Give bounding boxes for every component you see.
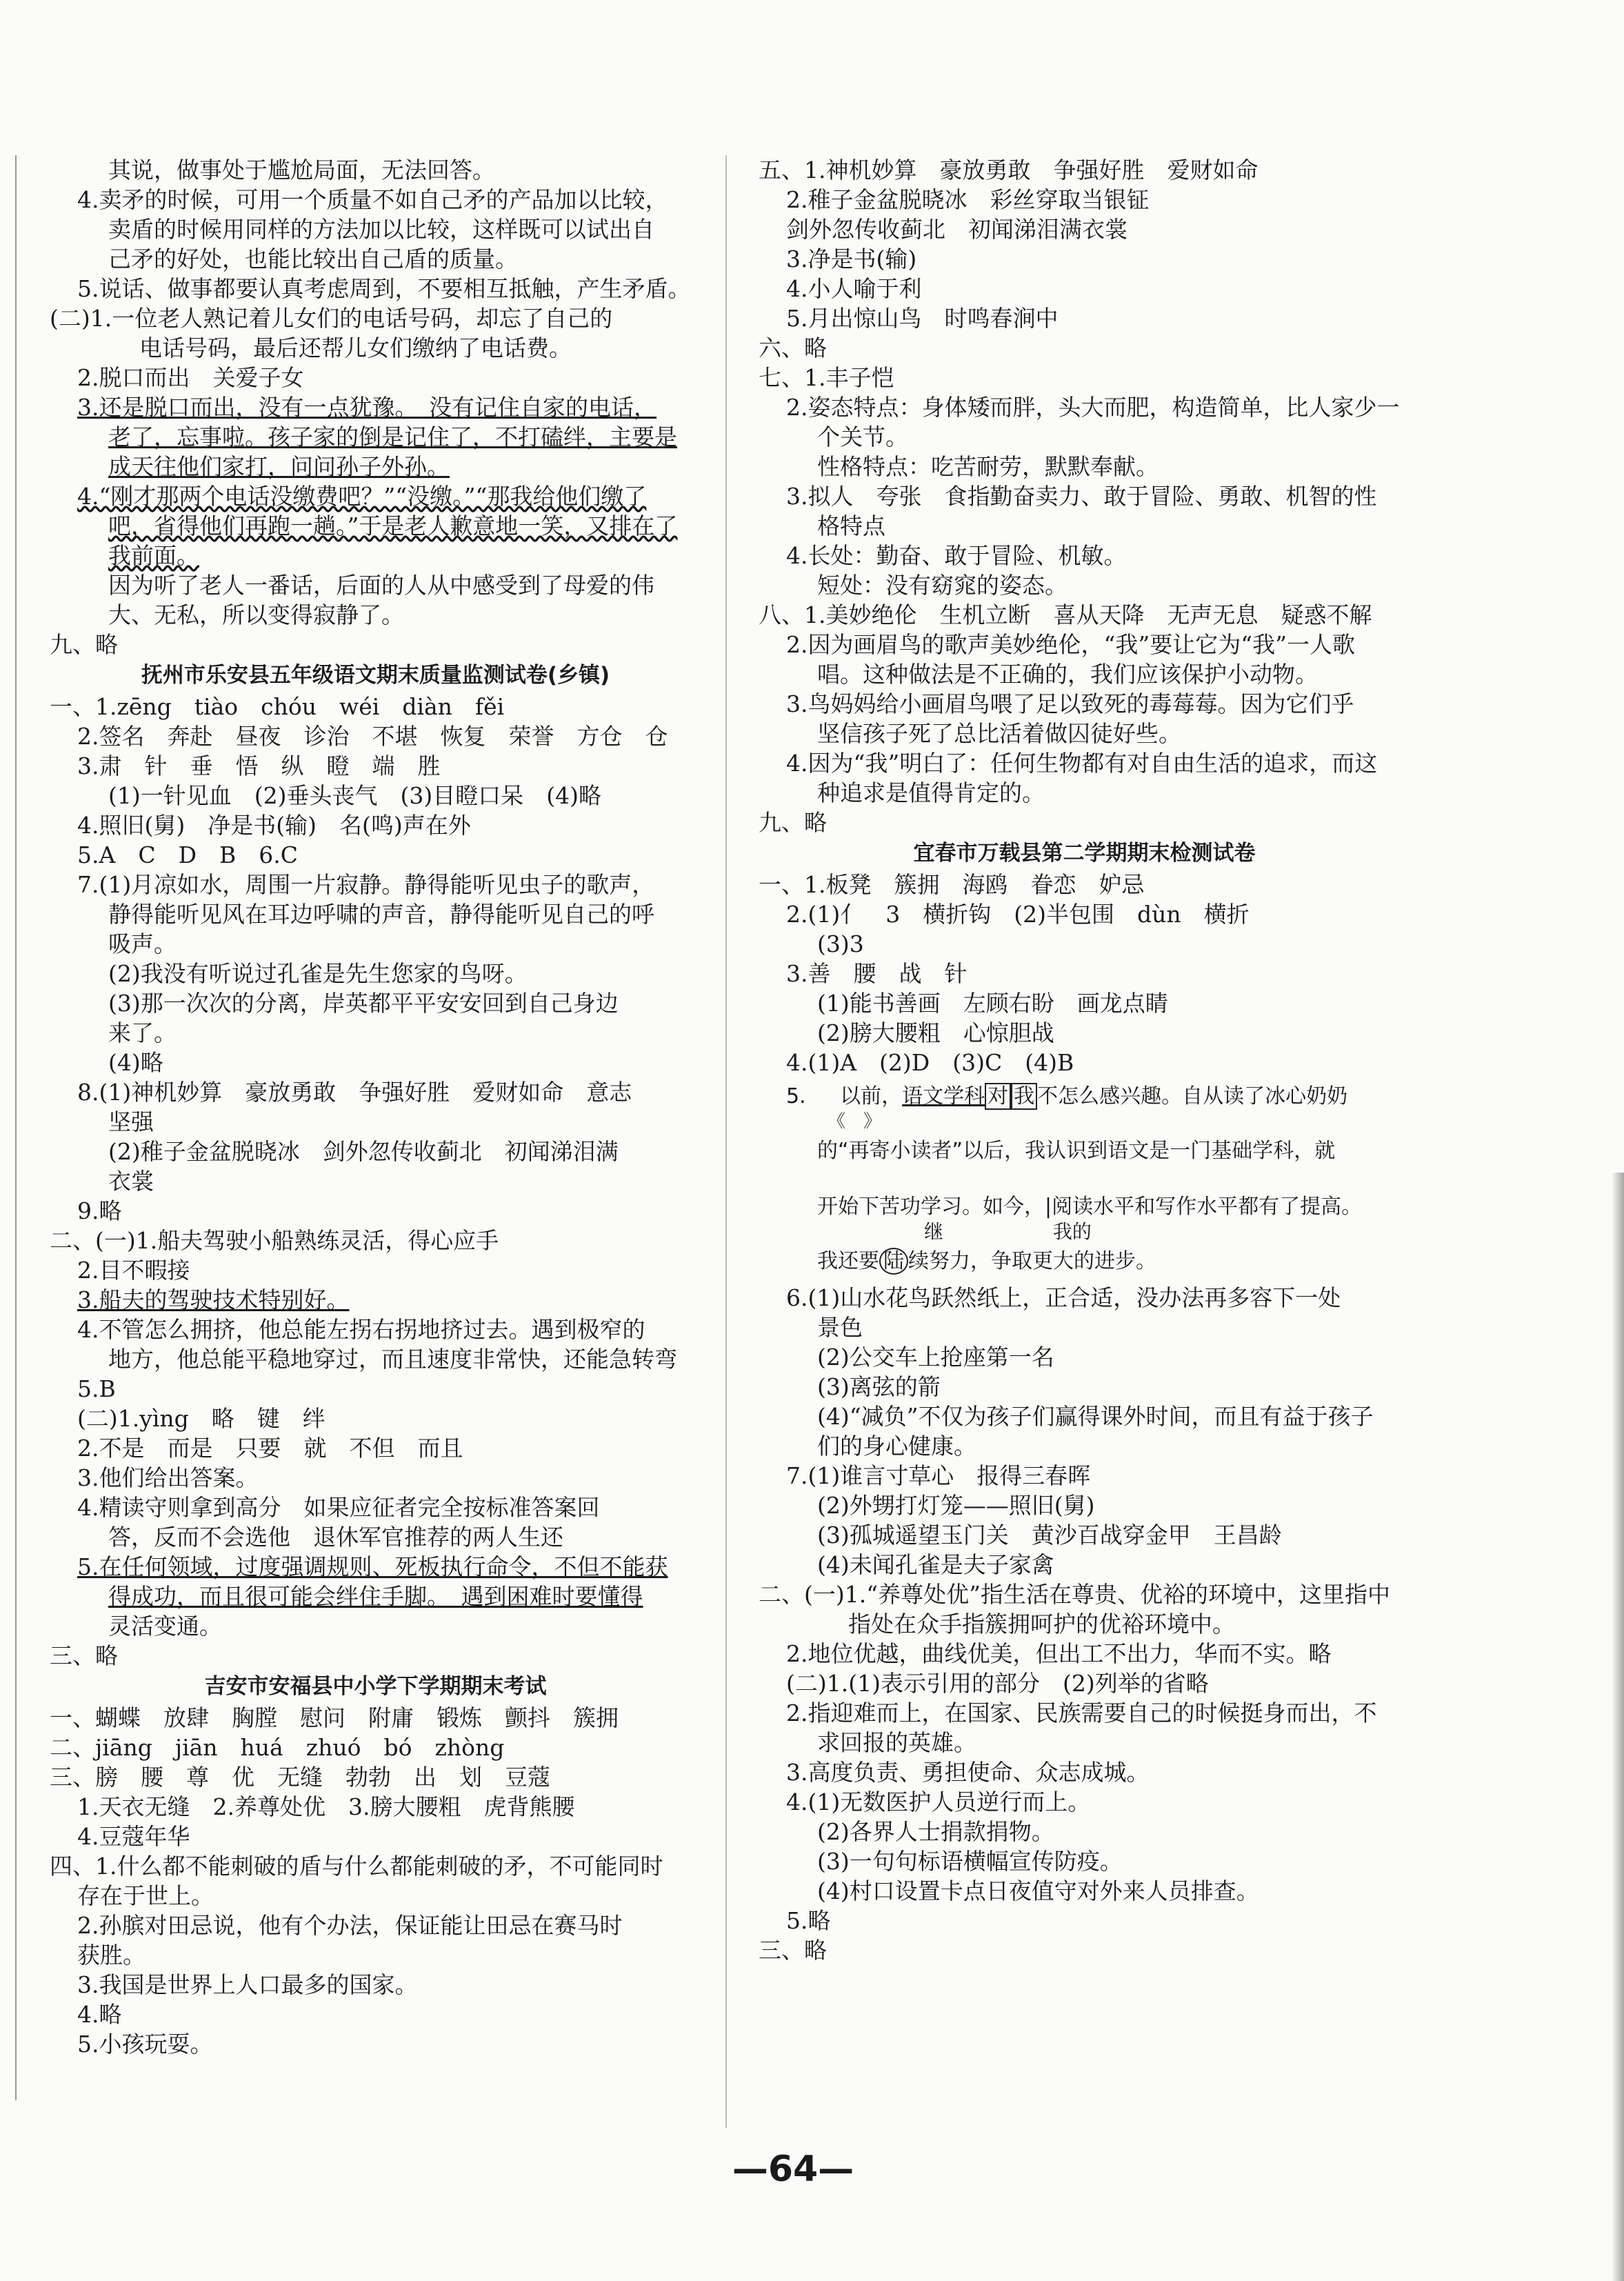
- answer-line: (2)稚子金盆脱晓冰 剑外忽传收蓟北 初闻涕泪满: [108, 1138, 619, 1165]
- answer-line: (二)1.yìng 略 键 绊: [77, 1405, 325, 1432]
- answer-line: 九、略: [759, 809, 827, 836]
- answer-line: 8.(1)神机妙算 豪放勇敢 争强好胜 爱财如命 意志: [77, 1079, 632, 1106]
- q5-text-2a: 的: [817, 1139, 838, 1163]
- answer-line: 得成功，而且很可能会绊住手脚。 遇到困难时要懂得: [108, 1583, 643, 1610]
- answer-line: 3.鸟妈妈给小画眉鸟喂了足以致死的毒莓莓。因为它们乎: [786, 690, 1354, 717]
- answer-line: 5.月出惊山鸟 时鸣春涧中: [786, 305, 1059, 332]
- answer-line: 5.略: [786, 1907, 831, 1934]
- q5-text-4b: 陆: [879, 1248, 908, 1275]
- answer-line: (2)膀大腰粗 心惊胆战: [817, 1019, 1054, 1046]
- q5-text-4c: 续努力，争取更大的进步。: [908, 1249, 1156, 1273]
- answer-line: 2.(1)亻 3 横折钩 (2)半包围 dùn 横折: [786, 901, 1250, 928]
- answer-line: 4.照旧(舅) 净是书(输) 名(鸣)声在外: [77, 812, 471, 839]
- answer-line: 三、膀 腰 尊 优 无缝 勃勃 出 划 豆蔻: [50, 1764, 550, 1791]
- scan-shadow: [1612, 1173, 1624, 2281]
- answer-line: 八、1.美妙绝伦 生机立断 喜从天降 无声无息 疑惑不解: [759, 601, 1372, 628]
- answer-line: 九、略: [50, 631, 118, 658]
- answer-line: 5.A C D B 6.C: [77, 841, 299, 868]
- q5-line-1: [759, 1082, 1410, 1111]
- answer-line: 己矛的好处，也能比较出自己盾的质量。: [108, 246, 518, 272]
- answer-line: 2.不是 而是 只要 就 不但 而且: [77, 1435, 463, 1462]
- answer-line: 其说，做事处于尴尬局面，无法回答。: [108, 157, 495, 183]
- answer-line: 1.天衣无缝 2.养尊处优 3.膀大腰粗 虎背熊腰: [77, 1793, 575, 1820]
- answer-line: 2.脱口而出 关爱子女: [77, 364, 304, 391]
- answer-line: 一、1.板凳 簇拥 海鸥 眷恋 妒忌: [759, 871, 1145, 898]
- answer-line: 短处：没有窈窕的姿态。: [817, 572, 1067, 599]
- answer-line: 5.在任何领域，过度强调规则、死板执行命令，不但不能获: [77, 1553, 668, 1580]
- column-divider: [725, 155, 727, 2128]
- answer-line: (3)离弦的箭: [817, 1373, 941, 1400]
- answer-line: 唱。这种做法是不正确的，我们应该保护小动物。: [817, 661, 1318, 688]
- answer-line: 四、1.什么都不能刺破的盾与什么都能刺破的矛，不可能同时: [50, 1853, 663, 1880]
- left-margin-rule: [15, 155, 17, 2100]
- q5-text-4a: 我还要: [817, 1249, 879, 1273]
- answer-line: 景色: [817, 1314, 863, 1341]
- answer-line: 存在于世上。: [77, 1882, 214, 1909]
- right-column-bottom: [759, 1283, 1410, 1965]
- answer-line: 7.(1)谁言寸草心 报得三春晖: [786, 1462, 1091, 1489]
- answer-line: 格特点: [817, 512, 885, 539]
- q5-note-2: 我的: [1052, 1220, 1092, 1243]
- answer-line: 4.不管怎么拥挤，他总能左拐右拐地挤过去。遇到极窄的: [77, 1316, 645, 1343]
- answer-line: 3.船夫的驾驶技术特别好。: [77, 1286, 350, 1313]
- answer-line: 因为听了老人一番话，后面的人从中感受到了母爱的伟: [108, 572, 654, 599]
- answer-line: (3)孤城遥望玉门关 黄沙百战穿金甲 王昌龄: [817, 1522, 1282, 1548]
- answer-line: 2.稚子金盆脱晓冰 彩丝穿取当银钲: [786, 186, 1150, 213]
- answer-line: 二、jiāng jiān huá zhuó bó zhòng: [50, 1734, 505, 1761]
- answer-line: (4)未闻孔雀是夫子家禽: [817, 1551, 1054, 1578]
- answer-line: 3.他们给出答案。: [77, 1464, 259, 1491]
- answer-line: 二、(一)1.“养尊处优”指生活在尊贵、优裕的环境中，这里指中: [759, 1581, 1390, 1608]
- answer-line: 3.高度负责、勇担使命、众志成城。: [786, 1759, 1150, 1786]
- answer-line: 4.精读守则拿到高分 如果应征者完全按标准答案回: [77, 1494, 600, 1521]
- answer-line: (2)外甥打灯笼——照旧(舅): [817, 1492, 1095, 1519]
- answer-line: 2.签名 奔赴 昼夜 诊治 不堪 恢复 荣誉 方仓 仓: [77, 723, 668, 750]
- q5-line-2: [759, 1136, 1410, 1166]
- q5-text-1c: 对: [985, 1083, 1011, 1110]
- answer-line: 4.因为“我”明白了：任何生物都有对自由生活的追求，而这: [786, 750, 1378, 777]
- answer-line: 4.长处：勤奋、敢于冒险、机敏。: [786, 542, 1127, 569]
- answer-line: 剑外忽传收蓟北 初闻涕泪满衣裳: [786, 216, 1127, 243]
- answer-line: 4.(1)A (2)D (3)C (4)B: [786, 1049, 1074, 1076]
- q5-text-2c: 以后，我认识到语文是一门基础学科，就: [963, 1139, 1336, 1163]
- answer-line: 我前面。: [108, 542, 199, 569]
- answer-line: 一、蝴蝶 放肆 胸膛 慰问 附庸 锻炼 颤抖 簇拥: [50, 1704, 619, 1731]
- answer-line: 种追求是值得肯定的。: [817, 779, 1045, 806]
- q5-text-1e: 不怎么感兴趣。自从读了冰心奶奶: [1037, 1084, 1348, 1108]
- answer-line: 7.(1)月凉如水，周围一片寂静。静得能听见虫子的歌声，: [77, 871, 655, 898]
- answer-line: 6.(1)山水花鸟跃然纸上，正合适，没办法再多容下一处: [786, 1284, 1341, 1311]
- answer-line: 4.卖矛的时候，可用一个质量不如自己矛的产品加以比较，: [77, 186, 668, 213]
- answer-line: (3)那一次次的分离，岸英都平平安安回到自己身边: [108, 990, 619, 1017]
- answer-line: 3.净是书(输): [786, 246, 917, 272]
- answer-line: 电话号码，最后还帮儿女们缴纳了电话费。: [139, 335, 572, 361]
- answer-line: 5.B: [77, 1375, 116, 1402]
- q5-insert-notes: [759, 1222, 1410, 1242]
- answer-line: 获胜。: [77, 1942, 146, 1969]
- answer-line: 五、1.神机妙算 豪放勇敢 争强好胜 爱财如命: [759, 157, 1259, 183]
- answer-line: (4)“减负”不仅为孩子们赢得课外时间，而且有益于孩子: [817, 1403, 1374, 1430]
- answer-line: 4.(1)无数医护人员逆行而上。: [786, 1789, 1091, 1815]
- answer-line: 5.小孩玩耍。: [77, 2031, 213, 2058]
- answer-line: 4.略: [77, 2001, 122, 2028]
- answer-line: 们的身心健康。: [817, 1433, 976, 1460]
- section-title: 吉安市安福县中小学下学期期末考试: [204, 1674, 547, 1699]
- answer-line: 三、略: [759, 1937, 827, 1964]
- answer-line: 衣裳: [108, 1168, 154, 1195]
- answer-line: 老了，忘事啦。孩子家的倒是记住了，不打磕绊，主要是: [108, 424, 677, 450]
- answer-line: 大、无私，所以变得寂静了。: [108, 601, 404, 628]
- answer-line: 六、略: [759, 335, 827, 361]
- answer-line: 坚强: [108, 1108, 154, 1135]
- left-column: [50, 155, 701, 2059]
- answer-line: 4.小人喻于利: [786, 275, 922, 302]
- answer-line: 吸声。: [108, 930, 177, 957]
- section-title: 宜春市万载县第二学期期末检测试卷: [913, 841, 1256, 866]
- q5-text-2b: “再寄小读者”: [838, 1139, 963, 1163]
- right-column: [759, 155, 1410, 1965]
- answer-line: 三、略: [50, 1642, 118, 1669]
- answer-line: 七、1.丰子恺: [759, 364, 894, 391]
- q5-proofmarks: 《 》: [828, 1111, 882, 1132]
- answer-line: 成天往他们家打，问问孙子外孙。: [108, 453, 450, 480]
- answer-line: 卖盾的时候用同样的方法加以比较，这样既可以试出自: [108, 216, 654, 243]
- answer-line: 4.豆蔻年华: [77, 1823, 190, 1850]
- q5-note-1: 继: [924, 1220, 944, 1243]
- answer-line: (3)一句句标语横幅宣传防疫。: [817, 1848, 1123, 1875]
- q5-text-1a: 以前，: [840, 1084, 903, 1108]
- page-number: —64—: [732, 2149, 854, 2190]
- answer-line: 9.略: [77, 1197, 122, 1224]
- q5-label: 5.: [786, 1084, 806, 1108]
- answer-line: 4.“刚才那两个电话没缴费吧？”“没缴。”“那我给他们缴了: [77, 483, 647, 510]
- answer-line: 求回报的英雄。: [817, 1729, 976, 1756]
- right-column-top: [759, 155, 1410, 1077]
- answer-line: 来了。: [108, 1019, 177, 1046]
- answer-line: (1)一针见血 (2)垂头丧气 (3)目瞪口呆 (4)略: [108, 782, 601, 809]
- answer-line: 2.目不暇接: [77, 1257, 190, 1284]
- answer-line: 灵活变通。: [108, 1613, 222, 1640]
- answer-line: 性格特点：吃苦耐劳，默默奉献。: [817, 453, 1159, 480]
- answer-line: 3.我国是世界上人口最多的国家。: [77, 1971, 418, 1998]
- answer-line: 5.说话、做事都要认真考虑周到，不要相互抵触，产生矛盾。: [77, 275, 691, 302]
- answer-line: (4)略: [108, 1049, 163, 1076]
- answer-line: 静得能听见风在耳边呼啸的声音，静得能听见自己的呼: [108, 901, 654, 928]
- answer-line: 一、1.zēng tiào chóu wéi diàn fěi: [50, 693, 505, 720]
- answer-line: 2.地位优越，曲线优美，但出工不出力，华而不实。略: [786, 1640, 1332, 1667]
- answer-line: (2)我没有听说过孔雀是先生您家的鸟呀。: [108, 960, 528, 987]
- answer-line: (4)村口设置卡点日夜值守对外来人员排查。: [817, 1877, 1259, 1904]
- answer-line: 吧，省得他们再跑一趟。”于是老人歉意地一笑，又排在了: [108, 512, 678, 539]
- answer-line: 3.拟人 夸张 食指勤奋卖力、敢于冒险、勇敢、机智的性: [786, 483, 1377, 510]
- answer-line: 指处在众手指簇拥呵护的优裕环境中。: [848, 1611, 1235, 1637]
- answer-line: 坚信孩子死了总比活着做囚徒好些。: [817, 720, 1181, 747]
- answer-line: (2)各界人士捐款捐物。: [817, 1818, 1054, 1845]
- answer-line: 2.指迎难而上，在国家、民族需要自己的时候挺身而出，不: [786, 1700, 1377, 1726]
- section-title: 抚州市乐安县五年级语文期末质量监测试卷(乡镇): [141, 663, 610, 688]
- answer-line: (1)能书善画 左顾右盼 画龙点睛: [817, 990, 1168, 1017]
- answer-line: (2)公交车上抢座第一名: [817, 1344, 1054, 1371]
- answer-line: 3.肃 针 垂 悟 纵 瞪 端 胜: [77, 753, 441, 779]
- answer-line: 3.还是脱口而出，没有一点犹豫。 没有记住自家的电话，: [77, 394, 656, 421]
- q5-line-4: [759, 1246, 1410, 1276]
- handwritten-answer-q5: [759, 1082, 1410, 1276]
- answer-line: 3.善 腰 战 针: [786, 960, 968, 987]
- answer-line: (二)1.(1)表示引用的部分 (2)列举的省略: [786, 1670, 1209, 1697]
- q5-text-1b: 语文学科: [902, 1084, 985, 1108]
- answer-line: (3)3: [817, 930, 864, 957]
- answer-line: 个关节。: [817, 424, 908, 450]
- q5-text-1d: 我: [1011, 1083, 1037, 1110]
- answer-line: (二)1.一位老人熟记着儿女们的电话号码，却忘了自己的: [50, 305, 613, 332]
- answer-line: 二、(一)1.船夫驾驶小船熟练灵活，得心应手: [50, 1227, 499, 1254]
- answer-line: 2.因为画眉鸟的歌声美妙绝伦，“我”要让它为“我”一人歌: [786, 631, 1355, 658]
- answer-line: 答，反而不会选他 退休军官推荐的两人生还: [108, 1524, 563, 1551]
- answer-line: 2.孙膑对田忌说，他有个办法，保证能让田忌在赛马时: [77, 1912, 623, 1939]
- answer-line: 地方，他总能平稳地穿过，而且速度非常快，还能急转弯: [108, 1346, 677, 1373]
- q5-line-3: 开始下苦功学习。如今，|阅读水平和写作水平都有了提高。: [817, 1195, 1363, 1219]
- answer-line: 2.姿态特点：身体矮而胖，头大而肥，构造简单，比人家少一: [786, 394, 1400, 421]
